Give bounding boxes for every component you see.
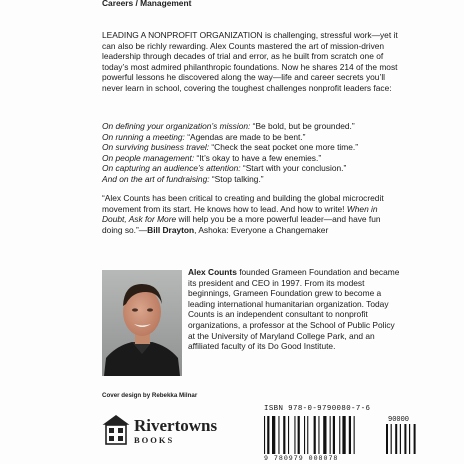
price-barcode-bar [391, 424, 392, 454]
lesson-text: “Start with your conclusion.” [240, 163, 347, 174]
lesson-topic: On surviving business travel: [102, 142, 210, 153]
price-barcode-bar [386, 424, 388, 454]
lesson-item [102, 163, 402, 174]
cover-design-credit: Cover design by Rebekka Milnar [102, 392, 198, 399]
barcode-bar [304, 416, 305, 454]
barcode-bar [349, 416, 351, 454]
lesson-topic: On running a meeting: [102, 131, 185, 142]
intro-paragraph: LEADING A NONPROFIT ORGANIZATION is challenging, stressful work—yet it can also be richly rewarding. Alex Counts mastered the art of mission-driven leadership through decades of trial and error, as he built from scratch one of today’s most admired philanthropic foundations. Now he shares 214 of the most powerful lessons he discovered along the way—life and career secrets you’ll never learn in school, covering the toughest challenges nonprofit leaders face: [102, 30, 398, 93]
lesson-topic: On people management: [102, 152, 195, 163]
lesson-item [102, 142, 402, 153]
category-label: Careers / Management [102, 0, 192, 8]
lesson-text: “Stop talking.” [209, 173, 264, 184]
barcode-bar [264, 416, 265, 454]
price-barcode-bar [395, 424, 397, 454]
lessons-list [102, 121, 402, 185]
barcode-bar [342, 416, 345, 454]
lesson-topic: On capturing an audience’s attention: [102, 163, 241, 174]
lesson-text: “Be bold, but be grounded.” [250, 121, 355, 131]
barcode-digits: 9 780979 008078 [264, 455, 339, 462]
price-code: 90000 [388, 416, 410, 424]
lesson-topic: And on the art of fundraising: [102, 173, 210, 184]
lesson-item [102, 132, 402, 143]
price-barcode-bar [400, 424, 401, 454]
book-title: When in Doubt, Ask for More [102, 203, 378, 225]
barcode-bar [318, 416, 319, 454]
barcode-bar [354, 416, 355, 454]
barcode-bar [339, 416, 340, 454]
barcode-bar [278, 416, 279, 454]
barcode-bar [333, 416, 335, 454]
author-name: Alex Counts [188, 267, 237, 277]
publisher-logo-image [102, 412, 242, 448]
price-barcode-bar [404, 424, 406, 454]
barcode-bar [323, 416, 326, 454]
barcode-bar [288, 416, 289, 454]
barcode-bar [267, 416, 269, 454]
lesson-topic: On defining your organization’s mission: [102, 121, 251, 131]
price-barcode-bar [414, 424, 416, 454]
lesson-text: “Agendas are made to be bent.” [184, 131, 306, 142]
barcode-bar [272, 416, 275, 454]
barcode-bar [298, 416, 300, 454]
endorsement-quote: “Alex Counts has been critical to creating and building the global microcredit movement from its start. He knows how to lead. And how to write! When in Doubt, Ask for More will help you be a more powerful leader—and have fun doing so.”—Bill Drayton, Ashoka: Everyone a Changemaker [102, 193, 384, 235]
barcode-bar [294, 416, 295, 454]
price-barcode-bar [409, 424, 410, 454]
lesson-item [102, 121, 402, 132]
lesson-item [102, 174, 402, 185]
barcode-bar [314, 416, 316, 454]
publisher-imprint: BOOKS [134, 435, 175, 445]
author-bio: Alex Counts founded Grameen Foundation and became its president and CEO in 1997. From its modest beginnings, Grameen Foundation grew to become a leading international humanitarian organization. Today Counts is an independent consultant to nonprofit organizations, a professor at the School of Public Policy at the University of Maryland College Park, and an affiliated faculty of its Do Good Institute. [188, 267, 400, 352]
endorser-name: Bill Drayton [147, 224, 195, 235]
barcode-bar [307, 416, 308, 454]
author-photo [102, 270, 182, 376]
publisher-logo [102, 412, 242, 448]
isbn-label: ISBN 978-0-9790080-7-6 [264, 405, 371, 413]
barcode-bar [330, 416, 331, 454]
lesson-item [102, 153, 402, 164]
barcode-bar [283, 416, 285, 454]
publisher-name: Rivertowns [134, 416, 218, 435]
barcode [262, 414, 420, 455]
lesson-text: “Check the seat pocket one more time.” [209, 142, 359, 153]
lesson-text: “It’s okay to have a few enemies.” [194, 152, 322, 163]
author-portrait-image [102, 270, 182, 376]
building-icon [105, 416, 127, 444]
